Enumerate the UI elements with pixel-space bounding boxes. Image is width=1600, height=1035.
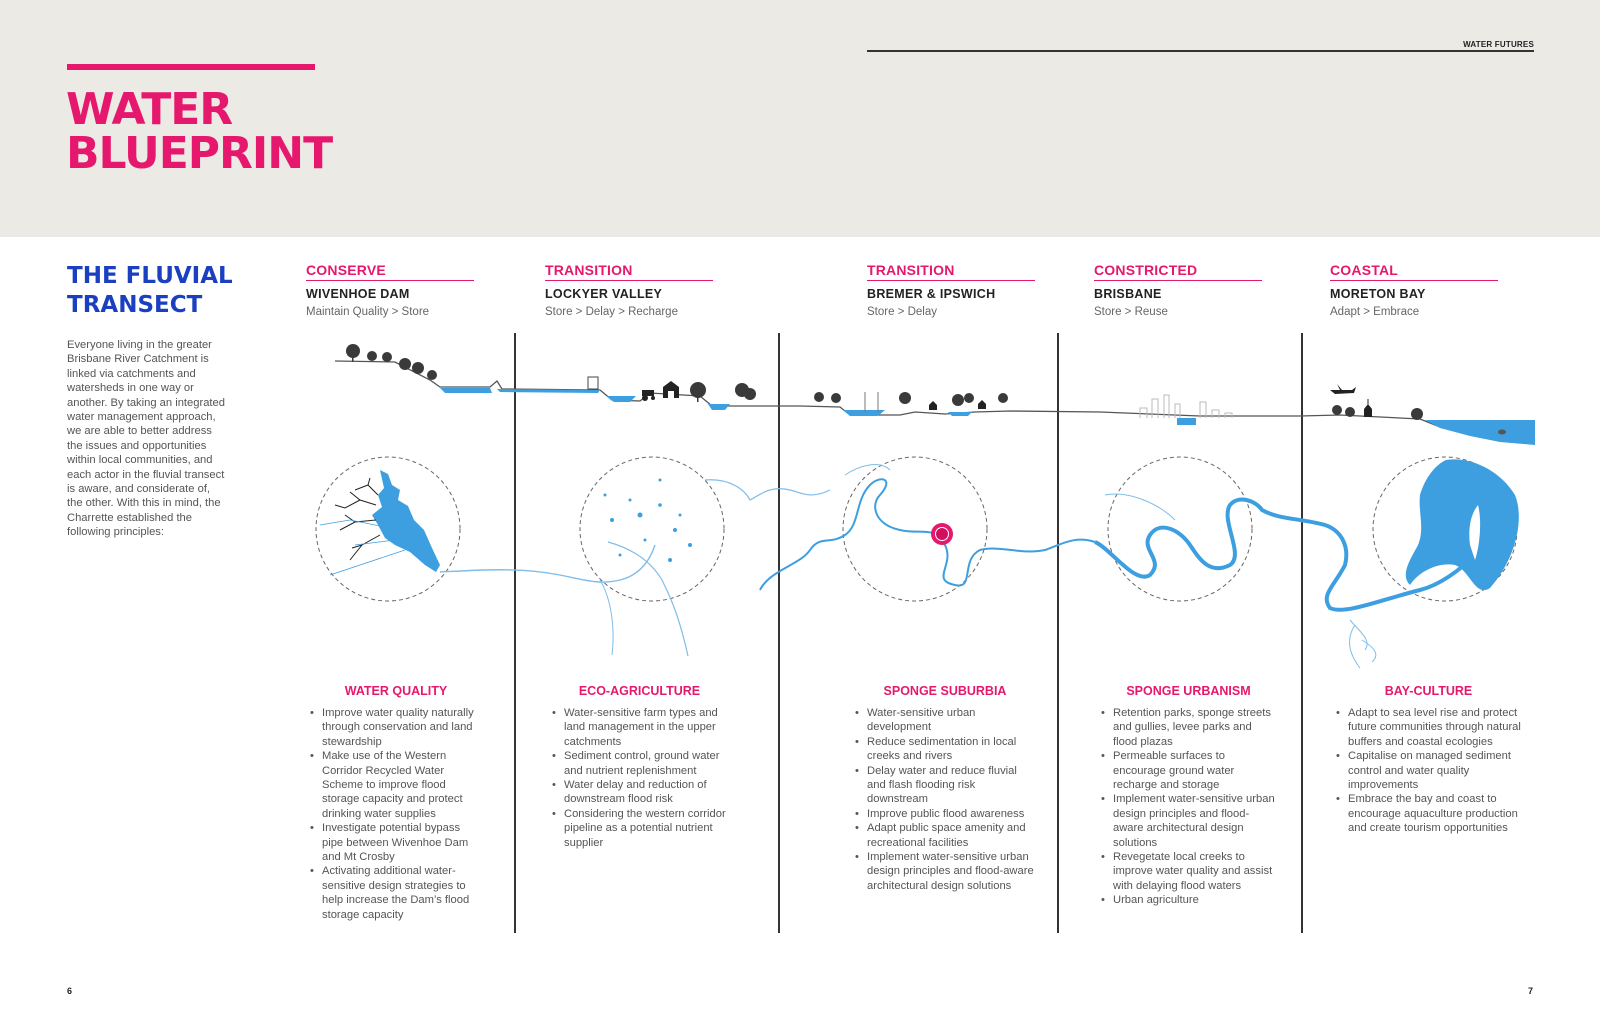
list-item: • Investigate potential bypass pipe between Wivenhoe Dam and Mt Crosby	[310, 821, 482, 864]
principle-title: ECO-AGRICULTURE	[578, 684, 701, 698]
list-item: • Adapt to sea level rise and protect future communities through natural buffers and coastal ecologies	[1336, 706, 1521, 749]
section-title-line1: THE FLUVIAL	[67, 263, 233, 289]
principle-list	[1101, 706, 1276, 908]
page-number-left: 6	[67, 986, 73, 996]
bay-water	[1425, 420, 1535, 445]
list-item: • Retention parks, sponge streets and gullies, levee parks and flood plazas	[1101, 706, 1276, 749]
principle-list	[855, 706, 1035, 893]
wivenhoe-lake	[372, 470, 440, 572]
page-title-line2: BLUEPRINT	[66, 128, 333, 179]
zone-place: BREMER & IPSWICH	[867, 287, 996, 301]
page-title-line1: WATER	[66, 84, 233, 135]
zone-place: LOCKYER VALLEY	[545, 287, 663, 301]
principle-sponge-suburbia	[855, 684, 1035, 893]
meander-tributary	[845, 465, 890, 475]
zone-strategy: Store > Reuse	[1094, 306, 1168, 318]
tributary-lines	[320, 520, 405, 575]
terrain-section-line	[335, 361, 1520, 440]
barn-icon	[663, 381, 679, 398]
zone-strategy: Store > Delay	[867, 306, 937, 318]
zone-kind: CONSTRICTED	[1094, 262, 1262, 281]
principle-title: WATER QUALITY	[344, 684, 448, 698]
zone-strategy: Adapt > Embrace	[1330, 306, 1420, 318]
list-item: • Water-sensitive urban development	[855, 706, 1035, 735]
tractor-icon	[642, 390, 655, 401]
channel-water	[708, 404, 730, 410]
list-item: • Urban agriculture	[1101, 893, 1276, 907]
bremer-river	[760, 479, 1095, 590]
list-item: • Sediment control, ground water and nutrient replenishment	[552, 749, 727, 778]
plane-icon	[1330, 384, 1356, 394]
zone-place: BRISBANE	[1094, 287, 1162, 301]
list-item: • Revegetate local creeks to improve water quality and assist with delaying flood waters	[1101, 850, 1276, 893]
tree-icon	[690, 382, 1423, 420]
principle-list	[552, 706, 727, 850]
section-title-line2: TRANSECT	[67, 292, 203, 318]
list-item: • Implement water-sensitive urban design principles and flood-aware architectural design solutions	[1101, 792, 1276, 850]
list-item: • Adapt public space amenity and recreational facilities	[855, 821, 1035, 850]
channel-water	[948, 412, 972, 416]
list-item: • Delay water and reduce fluvial and flash flooding risk downstream	[855, 764, 1035, 807]
zone-kind: TRANSITION	[545, 262, 713, 281]
zone-place: MORETON BAY	[1330, 287, 1426, 301]
principle-eco-agriculture	[552, 684, 727, 850]
list-item: • Water delay and reduction of downstream flood risk	[552, 778, 727, 807]
goalposts-icon	[865, 392, 878, 412]
list-item: • Make use of the Western Corridor Recycled Water Scheme to improve flood storage capacity and protect drinking water supplies	[310, 749, 482, 821]
page-number-right: 7	[1528, 986, 1534, 996]
church-icon	[1364, 399, 1372, 417]
list-item: • Activating additional water-sensitive design strategies to help increase the Dam’s flood storage capacity	[310, 864, 482, 922]
principle-title: SPONGE SUBURBIA	[883, 684, 1007, 698]
list-item: • Reduce sedimentation in local creeks and rivers	[855, 735, 1035, 764]
zone-strategy: Store > Delay > Recharge	[545, 306, 678, 318]
tank-icon	[588, 377, 598, 389]
zone-kind: COASTAL	[1330, 262, 1498, 281]
intro-paragraph: Everyone living in the greater Brisbane River Catchment is linked via catchments and watersheds in one way or another. By taking an integrated water management approach, we are able to better address the issues and opportunities within local communities, and each actor in the fluvial transect is aware, and considerate of, the other. With this in mind, the Charrette established the following principles:	[67, 339, 225, 539]
list-item: • Capitalise on managed sediment control and water quality improvements	[1336, 749, 1521, 792]
zone-kind: CONSERVE	[306, 262, 474, 281]
reservoir-water	[440, 388, 492, 393]
brisbane-river	[440, 545, 655, 582]
list-item: • Improve water quality naturally through conservation and land stewardship	[310, 706, 482, 749]
channel-water	[843, 410, 885, 416]
dugong-icon	[1498, 430, 1506, 435]
list-item: • Embrace the bay and coast to encourage aquaculture production and create tourism opportunities	[1336, 792, 1521, 835]
zone-place: WIVENHOE DAM	[306, 287, 410, 301]
list-item: • Considering the western corridor pipeline as a potential nutrient supplier	[552, 807, 727, 850]
principle-list	[1336, 706, 1521, 836]
moreton-bay	[1406, 459, 1519, 590]
principle-water-quality	[310, 684, 482, 922]
principle-list	[310, 706, 482, 922]
tributary-branches	[335, 478, 380, 560]
running-head: WATER FUTURES	[1463, 40, 1534, 49]
creek	[1105, 494, 1175, 520]
upper-stream	[705, 480, 830, 500]
zone-kind: TRANSITION	[867, 262, 1035, 281]
principle-sponge-urbanism	[1101, 684, 1276, 908]
principle-title: BAY-CULTURE	[1384, 684, 1473, 698]
channel-water	[1177, 418, 1196, 425]
list-item: • Improve public flood awareness	[855, 807, 1035, 821]
principle-bay-culture	[1336, 684, 1521, 836]
principle-title: SPONGE URBANISM	[1126, 684, 1251, 698]
list-item: • Implement water-sensitive urban design principles and flood-aware architectural design solutions	[855, 850, 1035, 893]
zone-strategy: Maintain Quality > Store	[306, 306, 430, 318]
lockyer-creek	[600, 580, 613, 655]
farm-dams	[604, 479, 693, 563]
catchment-circle	[580, 457, 724, 601]
delta-channels	[1350, 620, 1376, 668]
list-item: • Permeable surfaces to encourage ground water recharge and storage	[1101, 749, 1276, 792]
list-item: • Water-sensitive farm types and land management in the upper catchments	[552, 706, 727, 749]
